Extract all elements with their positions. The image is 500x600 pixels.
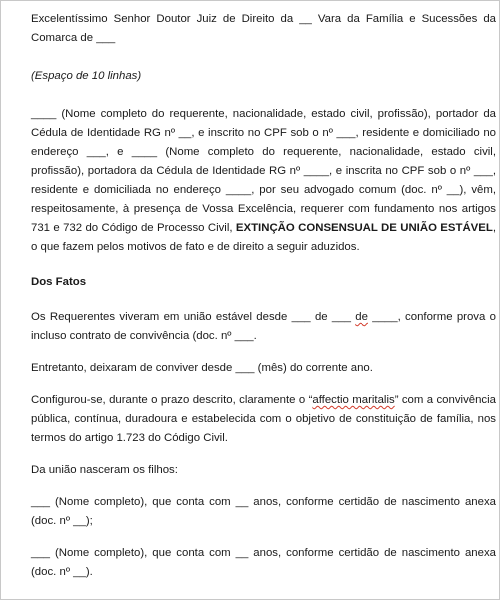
spellcheck-marked-word[interactable]: de [355, 311, 368, 323]
child-entry-2: ___ (Nome completo), que conta com __ anos, conforme certidão de nascimento anexa (doc. nº __). [31, 547, 496, 578]
child-entry-1: ___ (Nome completo), que conta com __ anos, conforme certidão de nascimento anexa (doc. nº __); [31, 496, 496, 527]
intro-paragraph [31, 105, 496, 257]
spacer [31, 292, 496, 308]
children-intro: Da união nasceram os filhos: [31, 464, 178, 476]
document-body [31, 10, 496, 582]
fact-1-start: Os Requerentes viveram em união estável desde ___ de ___ [31, 311, 356, 323]
spacer [31, 48, 496, 67]
fact-paragraph-1 [31, 308, 496, 346]
spacer [31, 346, 496, 359]
fact-3-end: ” com a convivência pública, contínua, duradoura e estabelecida com o objetivo de constituição de família, nos termos do artigo 1.723 do Código Civil. [31, 394, 496, 444]
spacer [31, 480, 496, 493]
intro-text-end: , o que fazem pelos motivos de fato e de direito a seguir aduzidos. [31, 222, 497, 253]
spacer [31, 531, 496, 544]
intro-text-start: ____ (Nome completo do requerente, nacionalidade, estado civil, profissão), portador da Cédula de Identidade RG nº __, e inscrito no CPF sob o nº ___, residente e domiciliado no endereço ___, e ____ (Nome completo do requerente, nacionalidade, estado civil, profissão), portadora da Cédula de Identidade RG nº ____, e inscrita no CPF sob o nº ___, residente e domiciliada no endereço ____, por seu advogado comum (doc. nº __), vêm, respeitosamente, à presença de Vossa Excelência, requerer com fundamento nos artigos 731 e 732 do Código de Processo Civil, [31, 108, 496, 234]
spacer [31, 257, 496, 273]
spacer [31, 448, 496, 461]
spacing-note: (Espaço de 10 linhas) [31, 70, 142, 82]
spacer [31, 378, 496, 391]
court-address: Excelentíssimo Senhor Doutor Juiz de Direito da __ Vara da Família e Sucessões da Comarca de ___ [31, 13, 496, 44]
section-title: Dos Fatos [31, 276, 87, 288]
fact-3-start: Configurou-se, durante o prazo descrito, claramente o “ [31, 394, 313, 406]
petition-title: EXTINÇÃO CONSENSUAL DE UNIÃO ESTÁVEL [235, 222, 493, 234]
fact-paragraph-3 [31, 391, 496, 448]
spellcheck-marked-phrase[interactable]: affectio maritalis [312, 394, 395, 406]
fact-1-end: ____, conforme prova o incluso contrato de convivência (doc. nº ___. [31, 311, 496, 342]
spacer [31, 86, 496, 105]
fact-paragraph-2: Entretanto, deixaram de conviver desde ___ (mês) do corrente ano. [31, 362, 373, 374]
